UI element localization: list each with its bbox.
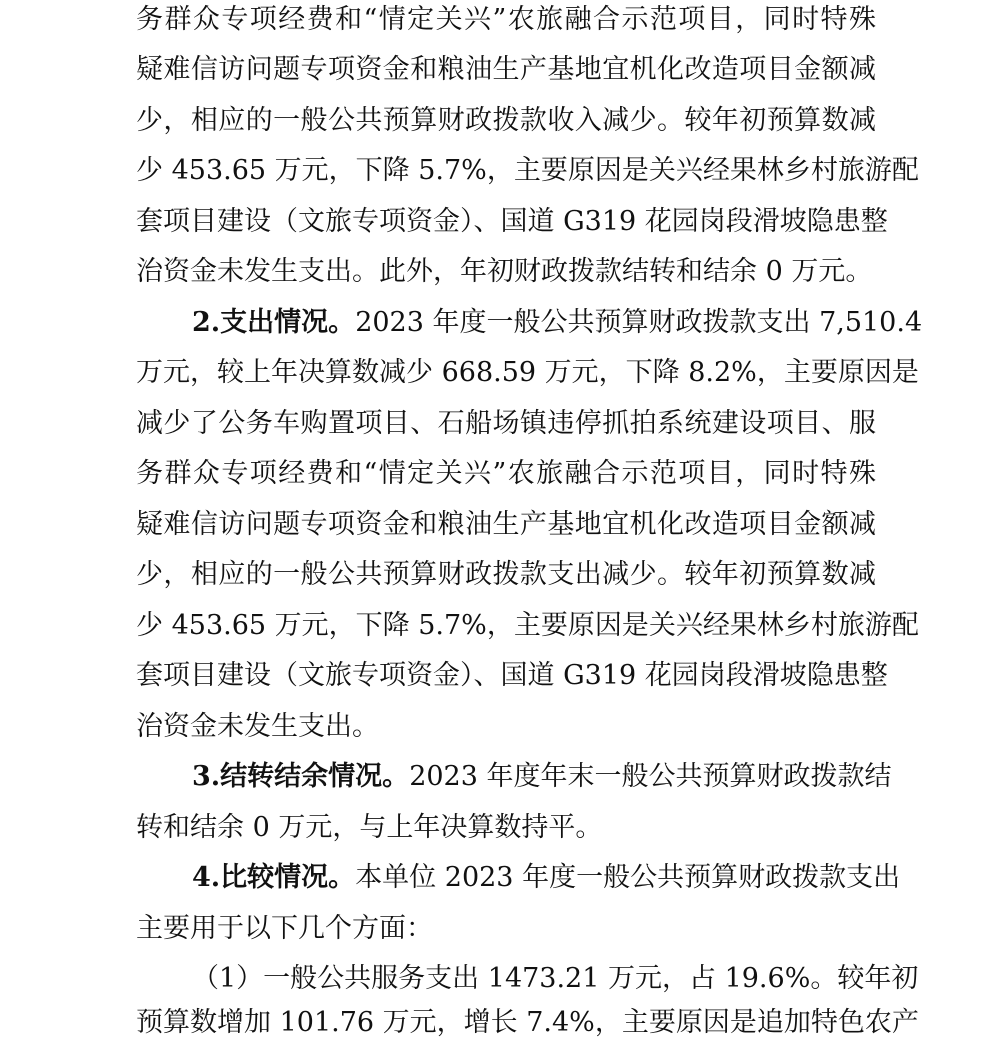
body-line (136, 353, 919, 393)
line-text: 疑难信访问题专项资金和粮油生产基地宜机化改造项目金额减 (136, 509, 876, 540)
body-line (136, 151, 919, 191)
line-text: 主要用于以下几个方面： (136, 913, 433, 944)
section-3-heading: 3.结转结余情况。 (192, 761, 410, 792)
section-2-heading: 2.支出情况。 (192, 307, 356, 338)
body-line (136, 606, 919, 646)
line-text: 务群众专项经费和“情定关兴”农旅融合示范项目，同时特殊 (136, 458, 876, 489)
section-4-heading: 4.比较情况。 (192, 862, 356, 893)
line-text: 少 453.65 万元，下降 5.7%，主要原因是关兴经果林乡村旅游配 (136, 610, 919, 641)
body-line (136, 252, 876, 292)
line-text: 务群众专项经费和“情定关兴”农旅融合示范项目，同时特殊 (136, 4, 876, 35)
list-item-line (192, 959, 919, 999)
line-text: 本单位 2023 年度一般公共预算财政拨款支出 (355, 862, 901, 893)
line-text: 转和结余 0 万元，与上年决算数持平。 (136, 812, 603, 843)
line-text: 万元，较上年决算数减少 668.59 万元，下降 8.2%，主要原因是 (136, 357, 919, 388)
line-text: 套项目建设（文旅专项资金）、国道 G319 花园岗段滑坡隐患整 (136, 206, 888, 237)
body-line (136, 404, 876, 444)
line-text: 套项目建设（文旅专项资金）、国道 G319 花园岗段滑坡隐患整 (136, 660, 888, 691)
line-text: 少，相应的一般公共预算财政拨款收入减少。较年初预算数减 (136, 105, 876, 136)
line-text: 少 453.65 万元，下降 5.7%，主要原因是关兴经果林乡村旅游配 (136, 155, 919, 186)
line-text: 预算数增加 101.76 万元，增长 7.4%，主要原因是追加特色农产 (136, 1007, 919, 1038)
line-text: （1）一般公共服务支出 1473.21 万元，占 19.6%。较年初 (192, 963, 919, 994)
body-line (136, 202, 888, 242)
body-line (136, 101, 876, 141)
line-text: 治资金未发生支出。此外，年初财政拨款结转和结余 0 万元。 (136, 256, 873, 287)
line-text: 2023 年度年末一般公共预算财政拨款结 (409, 761, 892, 792)
body-line (136, 555, 876, 595)
body-line (136, 505, 876, 545)
line-text: 少，相应的一般公共预算财政拨款支出减少。较年初预算数减 (136, 559, 876, 590)
body-line (136, 909, 876, 949)
line-text: 减少了公务车购置项目、石船场镇违停抓拍系统建设项目、服 (136, 408, 876, 439)
line-text: 治资金未发生支出。 (136, 711, 379, 742)
section-4-heading-line (192, 858, 901, 898)
body-line (136, 1003, 919, 1043)
section-3-heading-line (192, 757, 892, 797)
body-line (136, 50, 876, 90)
body-line (136, 808, 876, 848)
line-text: 2023 年度一般公共预算财政拨款支出 7,510.4 (355, 307, 923, 338)
body-line (136, 454, 876, 494)
body-line (136, 0, 876, 40)
body-line (136, 707, 876, 747)
line-text: 疑难信访问题专项资金和粮油生产基地宜机化改造项目金额减 (136, 54, 876, 85)
body-line (136, 656, 888, 696)
section-2-heading-line (192, 303, 923, 343)
